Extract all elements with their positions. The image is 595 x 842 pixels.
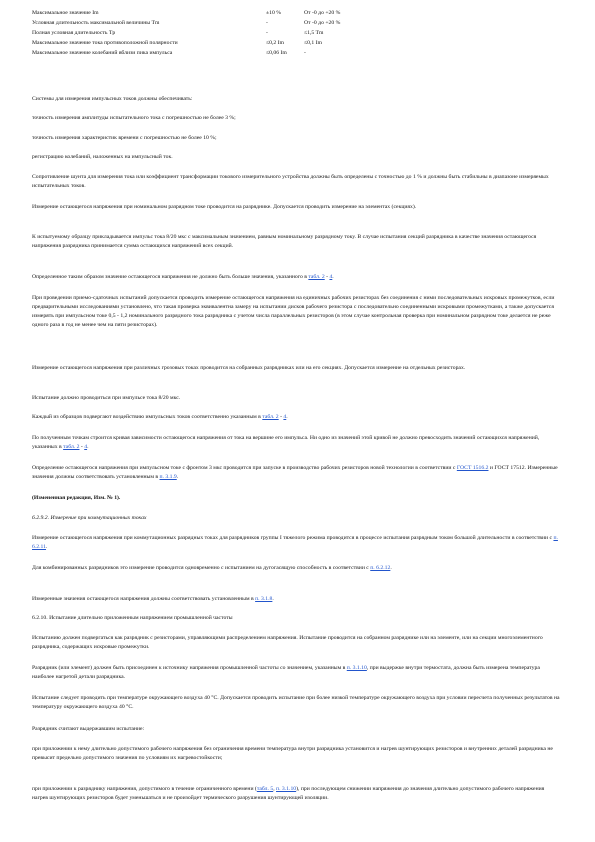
paragraph-text: . xyxy=(176,474,179,480)
paragraph xyxy=(32,534,560,552)
table-row xyxy=(32,18,384,28)
paragraph xyxy=(32,785,560,803)
paragraph: Испытание следует проводить при температуре окружающего воздуха 40 °С. Допускается проводить испытание при более низкой температуре окружающего воздуха при условии пересчета полученных результатов на температуру окружающего воздуха 40 °С. xyxy=(32,695,560,710)
paragraph: Измерение остающегося напряжения при номинальном разрядном токе проводится на разряднике. Допускается проводить измерение на элементах (секциях). xyxy=(32,204,417,210)
param-cell: Максимальное значение колебаний вблизи пика импульса xyxy=(32,50,173,56)
link-table-2[interactable]: табл. 2 xyxy=(262,414,279,420)
section-heading: 6.2.10. Испытание длительно приложенным напряжением промышленной частоты xyxy=(32,615,233,621)
paragraph-text: , при выдержке внутри термостата, должна быть измерена температура наиболее нагретой детали разрядника. xyxy=(32,665,540,680)
value-cell: ≤0,1 Im xyxy=(304,40,322,46)
tolerance-cell: ≤0,06 Im xyxy=(266,50,287,56)
tolerance-cell: - xyxy=(266,20,268,26)
value-cell: От -0 до +20 % xyxy=(304,20,341,26)
paragraph-text: Разрядник (или элемент) должен быть присоединен к источнику напряжения промышленной частоты со значением, указанным в xyxy=(32,665,347,671)
link-table-4[interactable]: 4 xyxy=(84,444,88,450)
link-table-4[interactable]: 4 xyxy=(329,274,333,280)
paragraph: точность измерения характеристик времени с погрешностью не более 10 %; xyxy=(32,135,217,141)
paragraph-text: Определение остающегося напряжения при импульсном токе с фронтом 3 мкс проводится при запуске в производство рабочих резисторов новой технологии в соответствии с xyxy=(32,465,457,471)
link-separator: , xyxy=(273,786,277,792)
table-row xyxy=(32,8,384,18)
section-heading: 6.2.9.2. Измерение при коммутационных токах xyxy=(32,515,147,521)
paragraph-text: . xyxy=(272,596,274,602)
paragraph-text: По полученным точкам строится кривая зависимости остающегося напряжения от тока на вершине его импульса. Ни одно из значений этой кривой не должно превосходить значений остающихся напряжений, указанных в xyxy=(32,435,540,450)
paragraph-text: Измеренные значения остающегося напряжения должны соответствовать установленным в xyxy=(32,596,256,602)
link-table-5[interactable]: табл. 5 xyxy=(256,786,274,792)
value-cell: - xyxy=(304,50,306,56)
paragraph: при приложении к нему длительно допустимого рабочего напряжения без ограничения времени температура внутри разрядника установится и нагрев шунтирующих резисторов и внутренних деталей разрядника не превысит предельно допустимого значения по условиям их нагревостойкости; xyxy=(32,746,553,761)
param-cell: Условная длительность максимальной величины Tm xyxy=(32,20,160,26)
paragraph-text: Измерение остающегося напряжения при коммутационных разрядных токах для разрядников группы I тяжелого режима проводится в процессе испытания разрядным током большой длительности в соответствии с xyxy=(32,535,554,541)
param-cell: Максимальное значение Im xyxy=(32,10,99,16)
param-cell: Полная условная длительность Tp xyxy=(32,30,116,36)
paragraph-text: и ГОСТ 17512. Измеренные значения должны соответствовать установленным в xyxy=(32,465,558,480)
paragraph xyxy=(32,564,560,573)
link-separator: - xyxy=(278,414,284,420)
value-cell: От -0 до +20 % xyxy=(304,10,341,16)
link-clause-3-1-10[interactable]: п. 3.1.10 xyxy=(276,786,297,792)
link-table-2[interactable]: табл. 2 xyxy=(308,274,325,280)
paragraph xyxy=(32,595,560,604)
paragraph xyxy=(32,434,560,452)
paragraph-text: Для комбинированных разрядников это измерение проводится одновременно с испытанием на дугогасящую способность в соответствии с xyxy=(32,565,371,571)
param-cell: Максимальное значение тока противоположной полярности xyxy=(32,40,178,46)
link-clause-3-1-8[interactable]: п. 3.1.8 xyxy=(255,596,273,602)
paragraph: Сопротивление шунта для измерения тока или коэффициент трансформации токового измерительного устройства должны быть определены с точностью до 1 % и должны быть стабильны в диапазоне измеряемых испытательных токов. xyxy=(32,174,549,189)
paragraph-text: . xyxy=(332,274,334,280)
table-row xyxy=(32,28,384,38)
parameter-table xyxy=(32,8,384,58)
paragraph xyxy=(32,273,560,282)
value-cell: ≤1,5 Tm xyxy=(304,30,324,36)
paragraph xyxy=(32,413,560,422)
paragraph xyxy=(32,664,560,682)
paragraph-text: . xyxy=(390,565,392,571)
tolerance-cell: ±10 % xyxy=(266,10,281,16)
paragraph-text: . xyxy=(87,444,89,450)
paragraph-text: ), при последующем снижении напряжения до значения длительно допустимого рабочего напряжения нагрев шунтирующих резисторов будет уменьшаться и не произойдет термического разрушения шунтирующей изоляции. xyxy=(32,786,545,801)
link-gost-1516-2[interactable]: ГОСТ 1516.2 xyxy=(456,465,489,471)
link-clause-6-2-11[interactable]: п. 6.2.11 xyxy=(32,535,558,550)
tolerance-cell: - xyxy=(266,30,268,36)
paragraph: Измерение остающегося напряжения при различных грозовых токах проводится на собранных разрядниках или на его секциях. Допускается измерение на отдельных резисторах. xyxy=(32,365,466,371)
paragraph: Испытанию должен подвергаться как разрядник с резисторами, управляющими распределением напряжения. Испытание проводится на собранном разряднике или на элементе, или на секции многоэлементного разрядника, содержащих искровые промежутки. xyxy=(32,635,543,650)
link-clause-3-1-10[interactable]: п. 3.1.10 xyxy=(346,665,367,671)
paragraph-text: при приложении к разряднику напряжения, допустимого в течение ограниченного времени ( xyxy=(32,786,257,792)
link-separator: - xyxy=(79,444,85,450)
paragraph: Испытание должно проводиться при импульсе тока 8/20 мкс. xyxy=(32,395,181,401)
link-clause-3-1-9[interactable]: п. 3.1.9 xyxy=(159,474,177,480)
paragraph-text: Каждый из образцов подвергают воздействию импульсных токов соответственно указанным в xyxy=(32,414,263,420)
paragraph-text: Определенное таким образом значение остающегося напряжения не должно быть больше значения, указанного в xyxy=(32,274,309,280)
table-row xyxy=(32,38,384,48)
paragraph-text: . xyxy=(46,544,48,550)
paragraph: Разрядник считают выдержавшим испытание: xyxy=(32,726,145,732)
paragraph: При проведении приемо-сдаточных испытаний допускается проводить измерение остающегося напряжения на единичных рабочих резисторах без соединения с ними последовательных искровых промежутков, если предварительными исследованиями установлено, что такая проверка эквивалентна замеру на испытании дисков рабочего резистора с последовательно соединенными искровыми промежутками, а также допускается измерять при импульсном токе 0,5 - 1,2 номинального разрядного тока разрядника с учетом числа параллельных резисторов (в этом случае контрольная проверка при номинальном разрядном токе делается не реже одного раза в год не менее чем на пяти резисторах). xyxy=(32,295,555,328)
link-table-4[interactable]: 4 xyxy=(283,414,287,420)
link-separator: - xyxy=(324,274,330,280)
table-row xyxy=(32,48,384,58)
link-clause-6-2-12[interactable]: п. 6.2.12 xyxy=(370,565,391,571)
link-table-2[interactable]: табл. 2 xyxy=(63,444,80,450)
paragraph: точность измерения амплитуды испытательного тока с погрешностью не более 3 %; xyxy=(32,115,236,121)
amendment-note: (Измененная редакция, Изм. № 1). xyxy=(32,495,121,501)
paragraph xyxy=(32,464,560,482)
paragraph-text: . xyxy=(286,414,288,420)
paragraph: регистрацию колебаний, наложенных на импульсный ток. xyxy=(32,154,173,160)
tolerance-cell: ≤0,2 Im xyxy=(266,40,284,46)
paragraph: Системы для измерения импульсных токов должны обеспечивать: xyxy=(32,96,193,102)
paragraph: К испытуемому образцу прикладывается импульс тока 8/20 мкс с максимальным значением, равным номинальному разрядному току. В случае испытания секций разрядника в качестве значения остающегося напряжения разрядника принимается сумма остающихся напряжений всех секций. xyxy=(32,234,537,249)
